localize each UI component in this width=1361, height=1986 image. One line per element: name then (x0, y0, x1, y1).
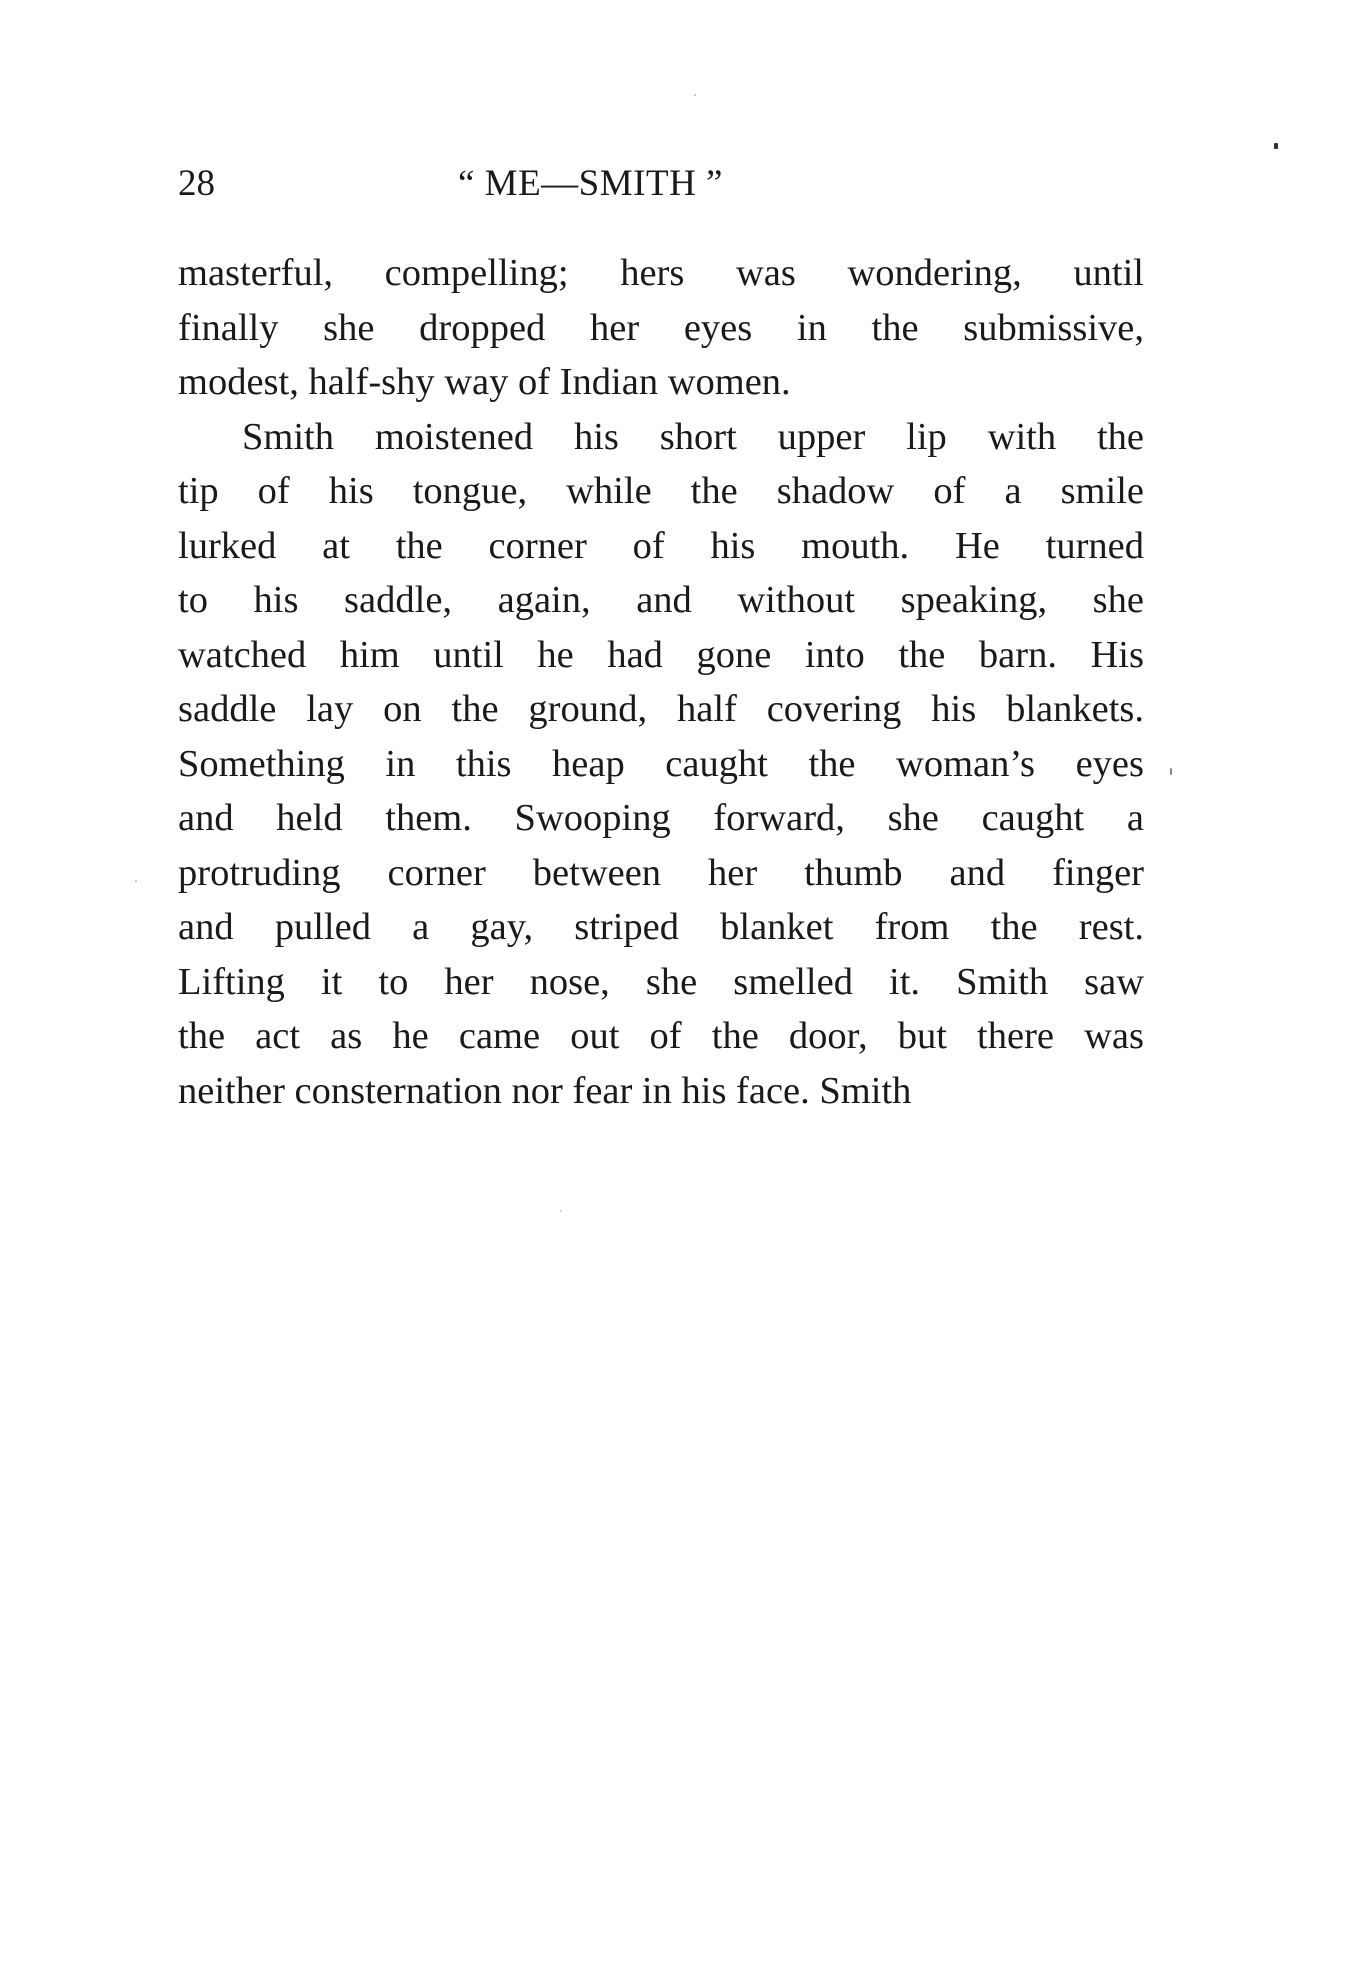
text-line: lurked at the corner of his mouth. He turned (178, 524, 1144, 567)
scan-speck (1274, 143, 1278, 149)
text-line: modest, half-shy way of Indian women. (178, 361, 791, 403)
text-line: masterful, compelling; hers was wondering, until (178, 252, 1144, 294)
text-line: Smith moistened his short upper lip with the (242, 415, 1144, 458)
text-line: tip of his tongue, while the shadow of a smile (178, 470, 1144, 512)
text-line: saddle lay on the ground, half covering his blankets. (178, 688, 1144, 730)
text-line: the act as he came out of the door, but there was (178, 1015, 1144, 1057)
paragraph-2 (178, 410, 1144, 1119)
page-number: 28 (178, 163, 215, 204)
scan-speck (1170, 768, 1172, 775)
text-line: to his saddle, again, and without speaking, she (178, 579, 1144, 621)
text-line: protruding corner between her thumb and finger (178, 851, 1144, 894)
scan-speck (694, 94, 696, 96)
text-line: and pulled a gay, striped blanket from the rest. (178, 906, 1144, 948)
paragraph-1 (178, 246, 1144, 410)
text-line: finally she dropped her eyes in the submissive, (178, 306, 1144, 349)
scan-speck (135, 880, 137, 882)
running-title: “ ME—SMITH ” (458, 163, 723, 204)
text-line: neither consternation nor fear in his face. Smith (178, 1069, 912, 1112)
text-line: Something in this heap caught the woman’s eyes (178, 742, 1144, 785)
text-line: watched him until he had gone into the barn. His (178, 633, 1144, 676)
text-line: and held them. Swooping forward, she caught a (178, 797, 1144, 839)
running-head (178, 160, 1144, 208)
scan-speck (560, 1210, 562, 1212)
text-line: Lifting it to her nose, she smelled it. Smith saw (178, 960, 1144, 1003)
body-text (178, 246, 1144, 1118)
